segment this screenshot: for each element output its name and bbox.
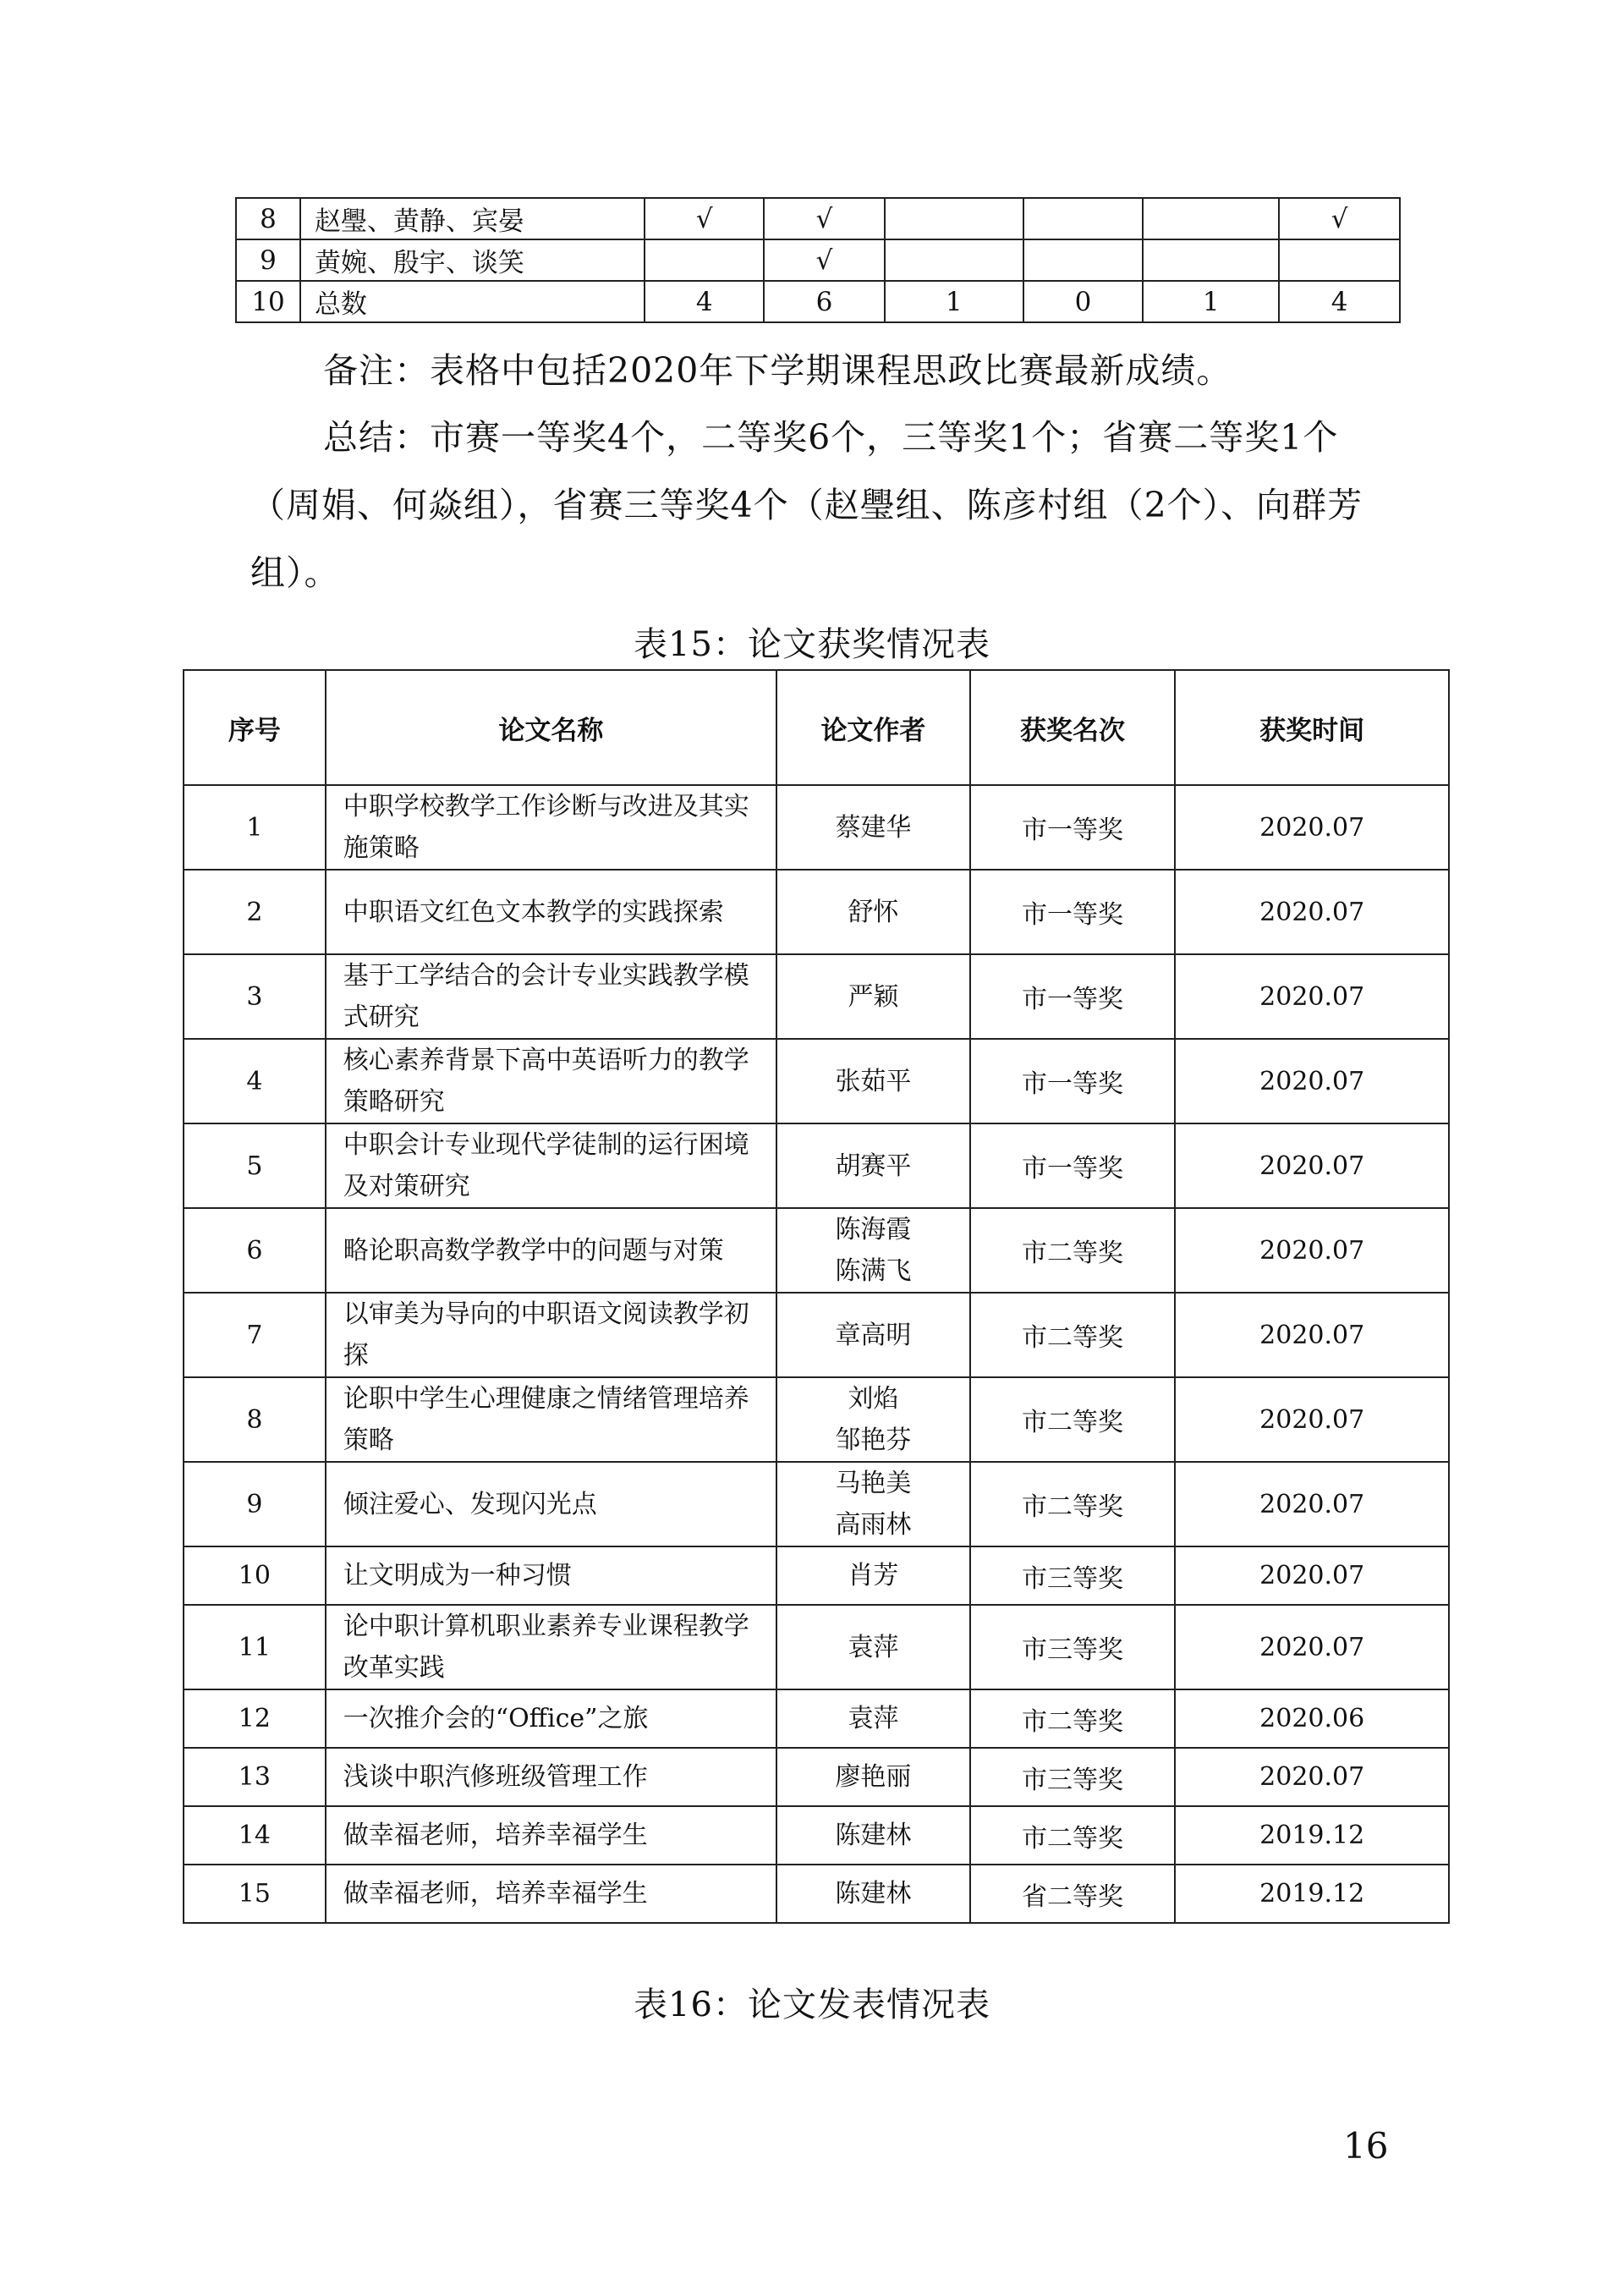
row-number: 10	[184, 1546, 326, 1605]
paper-award-table	[183, 669, 1450, 1924]
mark-cell: √	[764, 239, 885, 281]
header-time: 获奖时间	[1175, 670, 1449, 785]
mark-cell: √	[645, 198, 764, 239]
total-label: 总数	[300, 281, 645, 322]
table-row	[184, 1208, 1449, 1293]
row-number: 9	[236, 239, 300, 281]
team-members: 黄婉、殷宇、谈笑	[300, 239, 645, 281]
row-number: 8	[236, 198, 300, 239]
award-rank: 市一等奖	[970, 954, 1176, 1039]
award-rank: 市二等奖	[970, 1293, 1176, 1377]
table-row	[236, 239, 1400, 281]
row-number: 11	[184, 1605, 326, 1689]
table-row	[184, 1039, 1449, 1123]
paper-title: 基于工学结合的会计专业实践教学模式研究	[326, 954, 776, 1039]
summary-paragraph: 总结：市赛一等奖4个，二等奖6个，三等奖1个；省赛二等奖1个（周娟、何焱组），省赛三等奖4个（赵璺组、陈彦村组（2个）、向群芳组）。	[250, 417, 1363, 593]
mark-cell	[1023, 239, 1144, 281]
award-time: 2020.07	[1175, 1462, 1449, 1546]
row-number: 13	[184, 1748, 326, 1806]
table-row	[184, 1689, 1449, 1748]
paper-title: 中职语文红色文本教学的实践探索	[326, 870, 776, 954]
table-row	[184, 1865, 1449, 1923]
page-number: 16	[1343, 2125, 1389, 2167]
paper-author: 肖芳	[776, 1546, 970, 1605]
note-paragraph: 备注：表格中包括2020年下学期课程思政比赛最新成绩。	[323, 350, 1232, 391]
award-rank: 市一等奖	[970, 870, 1176, 954]
table-row	[184, 1123, 1449, 1208]
award-time: 2020.07	[1175, 954, 1449, 1039]
mark-cell	[1143, 198, 1279, 239]
paper-title: 论中职计算机职业素养专业课程教学改革实践	[326, 1605, 776, 1689]
award-rank: 市二等奖	[970, 1806, 1176, 1865]
paper-title: 以审美为导向的中职语文阅读教学初探	[326, 1293, 776, 1377]
award-time: 2020.07	[1175, 1123, 1449, 1208]
table-row	[184, 1605, 1449, 1689]
row-number: 7	[184, 1293, 326, 1377]
table-header-row	[184, 670, 1449, 785]
paper-author: 胡赛平	[776, 1123, 970, 1208]
table-row	[184, 1806, 1449, 1865]
mark-cell	[1143, 239, 1279, 281]
row-number: 3	[184, 954, 326, 1039]
paper-title: 一次推介会的“Office”之旅	[326, 1689, 776, 1748]
header-title: 论文名称	[326, 670, 776, 785]
award-rank: 省二等奖	[970, 1865, 1176, 1923]
award-time: 2020.07	[1175, 1605, 1449, 1689]
paper-title: 让文明成为一种习惯	[326, 1546, 776, 1605]
paper-author: 袁萍	[776, 1689, 970, 1748]
award-time: 2019.12	[1175, 1865, 1449, 1923]
row-number: 1	[184, 785, 326, 870]
table-row	[184, 954, 1449, 1039]
mark-cell	[885, 239, 1023, 281]
award-time: 2020.06	[1175, 1689, 1449, 1748]
header-rank: 获奖名次	[970, 670, 1176, 785]
row-number: 9	[184, 1462, 326, 1546]
award-rank: 市二等奖	[970, 1462, 1176, 1546]
paper-title: 中职学校教学工作诊断与改进及其实施策略	[326, 785, 776, 870]
total-cell: 4	[645, 281, 764, 322]
table-row	[184, 1377, 1449, 1462]
award-time: 2020.07	[1175, 1039, 1449, 1123]
award-count-table-continued	[235, 197, 1401, 323]
award-rank: 市一等奖	[970, 1039, 1176, 1123]
mark-cell	[1279, 239, 1400, 281]
paper-title: 做幸福老师，培养幸福学生	[326, 1865, 776, 1923]
total-cell: 1	[1143, 281, 1279, 322]
award-rank: 市三等奖	[970, 1748, 1176, 1806]
table-row	[184, 1748, 1449, 1806]
paper-title: 倾注爱心、发现闪光点	[326, 1462, 776, 1546]
paper-author: 袁萍	[776, 1605, 970, 1689]
row-number: 15	[184, 1865, 326, 1923]
table-row	[184, 870, 1449, 954]
paper-title: 略论职高数学教学中的问题与对策	[326, 1208, 776, 1293]
award-time: 2020.07	[1175, 1748, 1449, 1806]
row-number: 10	[236, 281, 300, 322]
mark-cell	[1023, 198, 1144, 239]
paper-title: 论职中学生心理健康之情绪管理培养策略	[326, 1377, 776, 1462]
table-16-caption: 表16：论文发表情况表	[634, 1986, 990, 2024]
table-row	[184, 1293, 1449, 1377]
award-rank: 市二等奖	[970, 1377, 1176, 1462]
paper-title: 核心素养背景下高中英语听力的教学策略研究	[326, 1039, 776, 1123]
award-rank: 市一等奖	[970, 785, 1176, 870]
mark-cell	[885, 198, 1023, 239]
total-cell: 6	[764, 281, 885, 322]
paper-title: 中职会计专业现代学徒制的运行困境及对策研究	[326, 1123, 776, 1208]
paper-author: 严颖	[776, 954, 970, 1039]
total-cell: 4	[1279, 281, 1400, 322]
header-number: 序号	[184, 670, 326, 785]
row-number: 5	[184, 1123, 326, 1208]
paper-title: 浅谈中职汽修班级管理工作	[326, 1748, 776, 1806]
award-rank: 市三等奖	[970, 1605, 1176, 1689]
table-row	[236, 198, 1400, 239]
total-cell: 1	[885, 281, 1023, 322]
award-time: 2019.12	[1175, 1806, 1449, 1865]
row-number: 4	[184, 1039, 326, 1123]
table-row-total	[236, 281, 1400, 322]
award-rank: 市二等奖	[970, 1689, 1176, 1748]
paper-title: 做幸福老师，培养幸福学生	[326, 1806, 776, 1865]
award-time: 2020.07	[1175, 1293, 1449, 1377]
table-row	[184, 1546, 1449, 1605]
paper-author: 蔡建华	[776, 785, 970, 870]
paper-author: 陈建林	[776, 1806, 970, 1865]
team-members: 赵璺、黄静、宾晏	[300, 198, 645, 239]
row-number: 14	[184, 1806, 326, 1865]
mark-cell: √	[764, 198, 885, 239]
paper-author: 刘焰 邹艳芬	[776, 1377, 970, 1462]
table-row	[184, 785, 1449, 870]
total-cell: 0	[1023, 281, 1144, 322]
paper-author: 陈海霞 陈满飞	[776, 1208, 970, 1293]
paper-author: 舒怀	[776, 870, 970, 954]
award-time: 2020.07	[1175, 1377, 1449, 1462]
row-number: 2	[184, 870, 326, 954]
header-author: 论文作者	[776, 670, 970, 785]
paper-author: 陈建林	[776, 1865, 970, 1923]
award-rank: 市一等奖	[970, 1123, 1176, 1208]
mark-cell: √	[1279, 198, 1400, 239]
paper-author: 章高明	[776, 1293, 970, 1377]
table-row	[184, 1462, 1449, 1546]
paper-author: 张茹平	[776, 1039, 970, 1123]
paper-author: 马艳美 高雨林	[776, 1462, 970, 1546]
row-number: 8	[184, 1377, 326, 1462]
award-time: 2020.07	[1175, 1208, 1449, 1293]
paper-author: 廖艳丽	[776, 1748, 970, 1806]
award-rank: 市二等奖	[970, 1208, 1176, 1293]
row-number: 6	[184, 1208, 326, 1293]
award-time: 2020.07	[1175, 1546, 1449, 1605]
award-rank: 市三等奖	[970, 1546, 1176, 1605]
award-time: 2020.07	[1175, 870, 1449, 954]
row-number: 12	[184, 1689, 326, 1748]
award-time: 2020.07	[1175, 785, 1449, 870]
mark-cell	[645, 239, 764, 281]
table-15-caption: 表15：论文获奖情况表	[634, 625, 990, 664]
